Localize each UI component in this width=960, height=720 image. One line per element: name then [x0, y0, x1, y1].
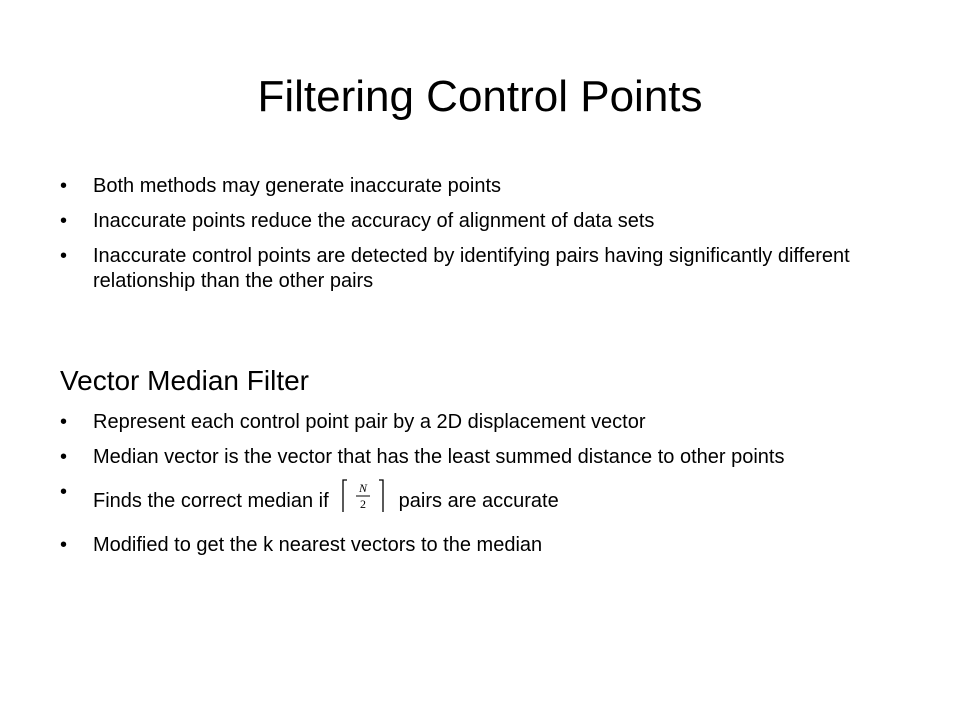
- list-item: [60, 410, 920, 435]
- bullet-dot: •: [60, 411, 68, 433]
- bullet-dot: •: [60, 481, 68, 503]
- bullet-dot: •: [60, 175, 68, 197]
- bullet-text: Represent each control point pair by a 2D displacement vector: [93, 411, 646, 433]
- intro-bullet-list: [60, 174, 920, 294]
- ceiling-formula-graphic: [341, 478, 385, 514]
- bullet-text: Both methods may generate inaccurate points: [93, 175, 502, 197]
- list-item: [60, 244, 920, 294]
- formula-denominator: 2: [359, 497, 366, 511]
- bullet-dot: •: [60, 534, 68, 556]
- ceiling-left-bracket: [343, 480, 347, 512]
- ceiling-right-bracket: [379, 480, 383, 512]
- list-item: [60, 480, 920, 523]
- bullet-text: Inaccurate points reduce the accuracy of alignment of data sets: [93, 210, 655, 232]
- vector-median-section: [60, 364, 920, 568]
- bullet-text: Median vector is the vector that has the least summed distance to other points: [93, 446, 785, 468]
- bullet-text-before-formula: Finds the correct median if: [93, 489, 329, 512]
- bullet-text: Inaccurate control points are detected by identifying pairs having significantly different relationship than the other pairs: [93, 245, 850, 292]
- list-item: [60, 445, 920, 470]
- intro-section: [60, 174, 920, 304]
- filter-bullet-list: [60, 410, 920, 558]
- bullet-dot: •: [60, 245, 68, 267]
- list-item: [60, 209, 920, 234]
- list-item: [60, 174, 920, 199]
- list-item: [60, 533, 920, 558]
- ceiling-formula: [341, 478, 385, 521]
- formula-numerator: N: [358, 481, 367, 495]
- bullet-text-after-formula: pairs are accurate: [398, 489, 559, 512]
- section-heading: Vector Median Filter: [60, 365, 309, 396]
- bullet-dot: •: [60, 446, 68, 468]
- slide-title: Filtering Control Points: [257, 72, 703, 121]
- bullet-text: Modified to get the k nearest vectors to the median: [93, 534, 543, 556]
- bullet-dot: •: [60, 210, 68, 232]
